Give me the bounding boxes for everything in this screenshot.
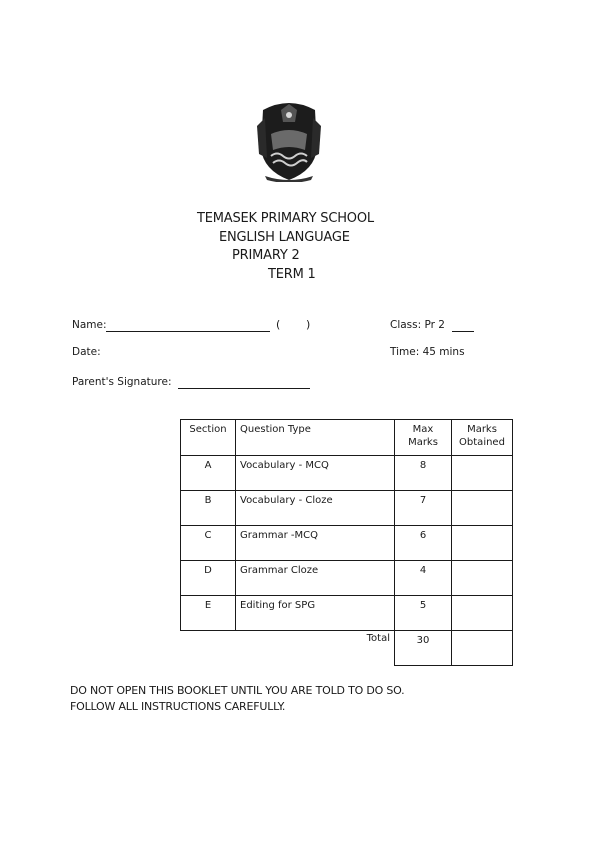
table-row — [181, 596, 513, 631]
time-label: Time: 45 mins — [390, 346, 465, 358]
row-section: A — [181, 456, 236, 491]
name-field[interactable] — [106, 331, 270, 332]
row-max-marks: 7 — [395, 491, 452, 526]
marks-table — [180, 419, 513, 666]
row-marks-obtained[interactable] — [452, 491, 513, 526]
name-label: Name: — [72, 319, 107, 331]
header-marks-obtained — [452, 420, 513, 456]
row-marks-obtained[interactable] — [452, 596, 513, 631]
index-paren-close: ) — [306, 318, 311, 331]
table-row — [181, 456, 513, 491]
school-crest-icon — [255, 96, 323, 182]
class-field[interactable] — [452, 331, 474, 332]
table-row — [181, 561, 513, 596]
row-question-type: Grammar -MCQ — [236, 526, 395, 561]
row-max-marks: 4 — [395, 561, 452, 596]
row-max-marks: 6 — [395, 526, 452, 561]
total-max-marks: 30 — [395, 631, 452, 666]
total-blank — [181, 631, 236, 666]
row-marks-obtained[interactable] — [452, 456, 513, 491]
instruction-line-1: DO NOT OPEN THIS BOOKLET UNTIL YOU ARE TOLD TO DO SO. — [70, 684, 405, 697]
signature-field[interactable] — [178, 388, 310, 389]
row-section: D — [181, 561, 236, 596]
row-marks-obtained[interactable] — [452, 561, 513, 596]
subject-title: ENGLISH LANGUAGE — [219, 230, 350, 245]
row-max-marks: 5 — [395, 596, 452, 631]
row-max-marks: 8 — [395, 456, 452, 491]
row-section: C — [181, 526, 236, 561]
row-question-type: Vocabulary - Cloze — [236, 491, 395, 526]
level-title: PRIMARY 2 — [232, 248, 300, 263]
table-header-row — [181, 420, 513, 456]
row-question-type: Editing for SPG — [236, 596, 395, 631]
term-title: TERM 1 — [268, 267, 316, 282]
header-section: Section — [181, 420, 236, 456]
date-label: Date: — [72, 346, 101, 358]
total-label: Total — [236, 631, 395, 666]
header-max-marks — [395, 420, 452, 456]
signature-label: Parent's Signature: — [72, 376, 172, 388]
class-label: Class: Pr 2 — [390, 319, 445, 331]
table-row — [181, 491, 513, 526]
header-obtained-line1: Marks — [467, 424, 497, 435]
header-max-line1: Max — [412, 424, 434, 435]
school-name: TEMASEK PRIMARY SCHOOL — [197, 211, 374, 226]
total-row — [181, 631, 513, 666]
table-row — [181, 526, 513, 561]
header-obtained-line2: Obtained — [459, 437, 505, 448]
total-marks-obtained[interactable] — [452, 631, 513, 666]
row-marks-obtained[interactable] — [452, 526, 513, 561]
header-question-type: Question Type — [236, 420, 395, 456]
instruction-line-2: FOLLOW ALL INSTRUCTIONS CAREFULLY. — [70, 700, 286, 713]
header-max-line2: Marks — [408, 437, 438, 448]
row-question-type: Grammar Cloze — [236, 561, 395, 596]
row-section: B — [181, 491, 236, 526]
index-paren-open: ( — [276, 318, 281, 331]
row-question-type: Vocabulary - MCQ — [236, 456, 395, 491]
row-section: E — [181, 596, 236, 631]
